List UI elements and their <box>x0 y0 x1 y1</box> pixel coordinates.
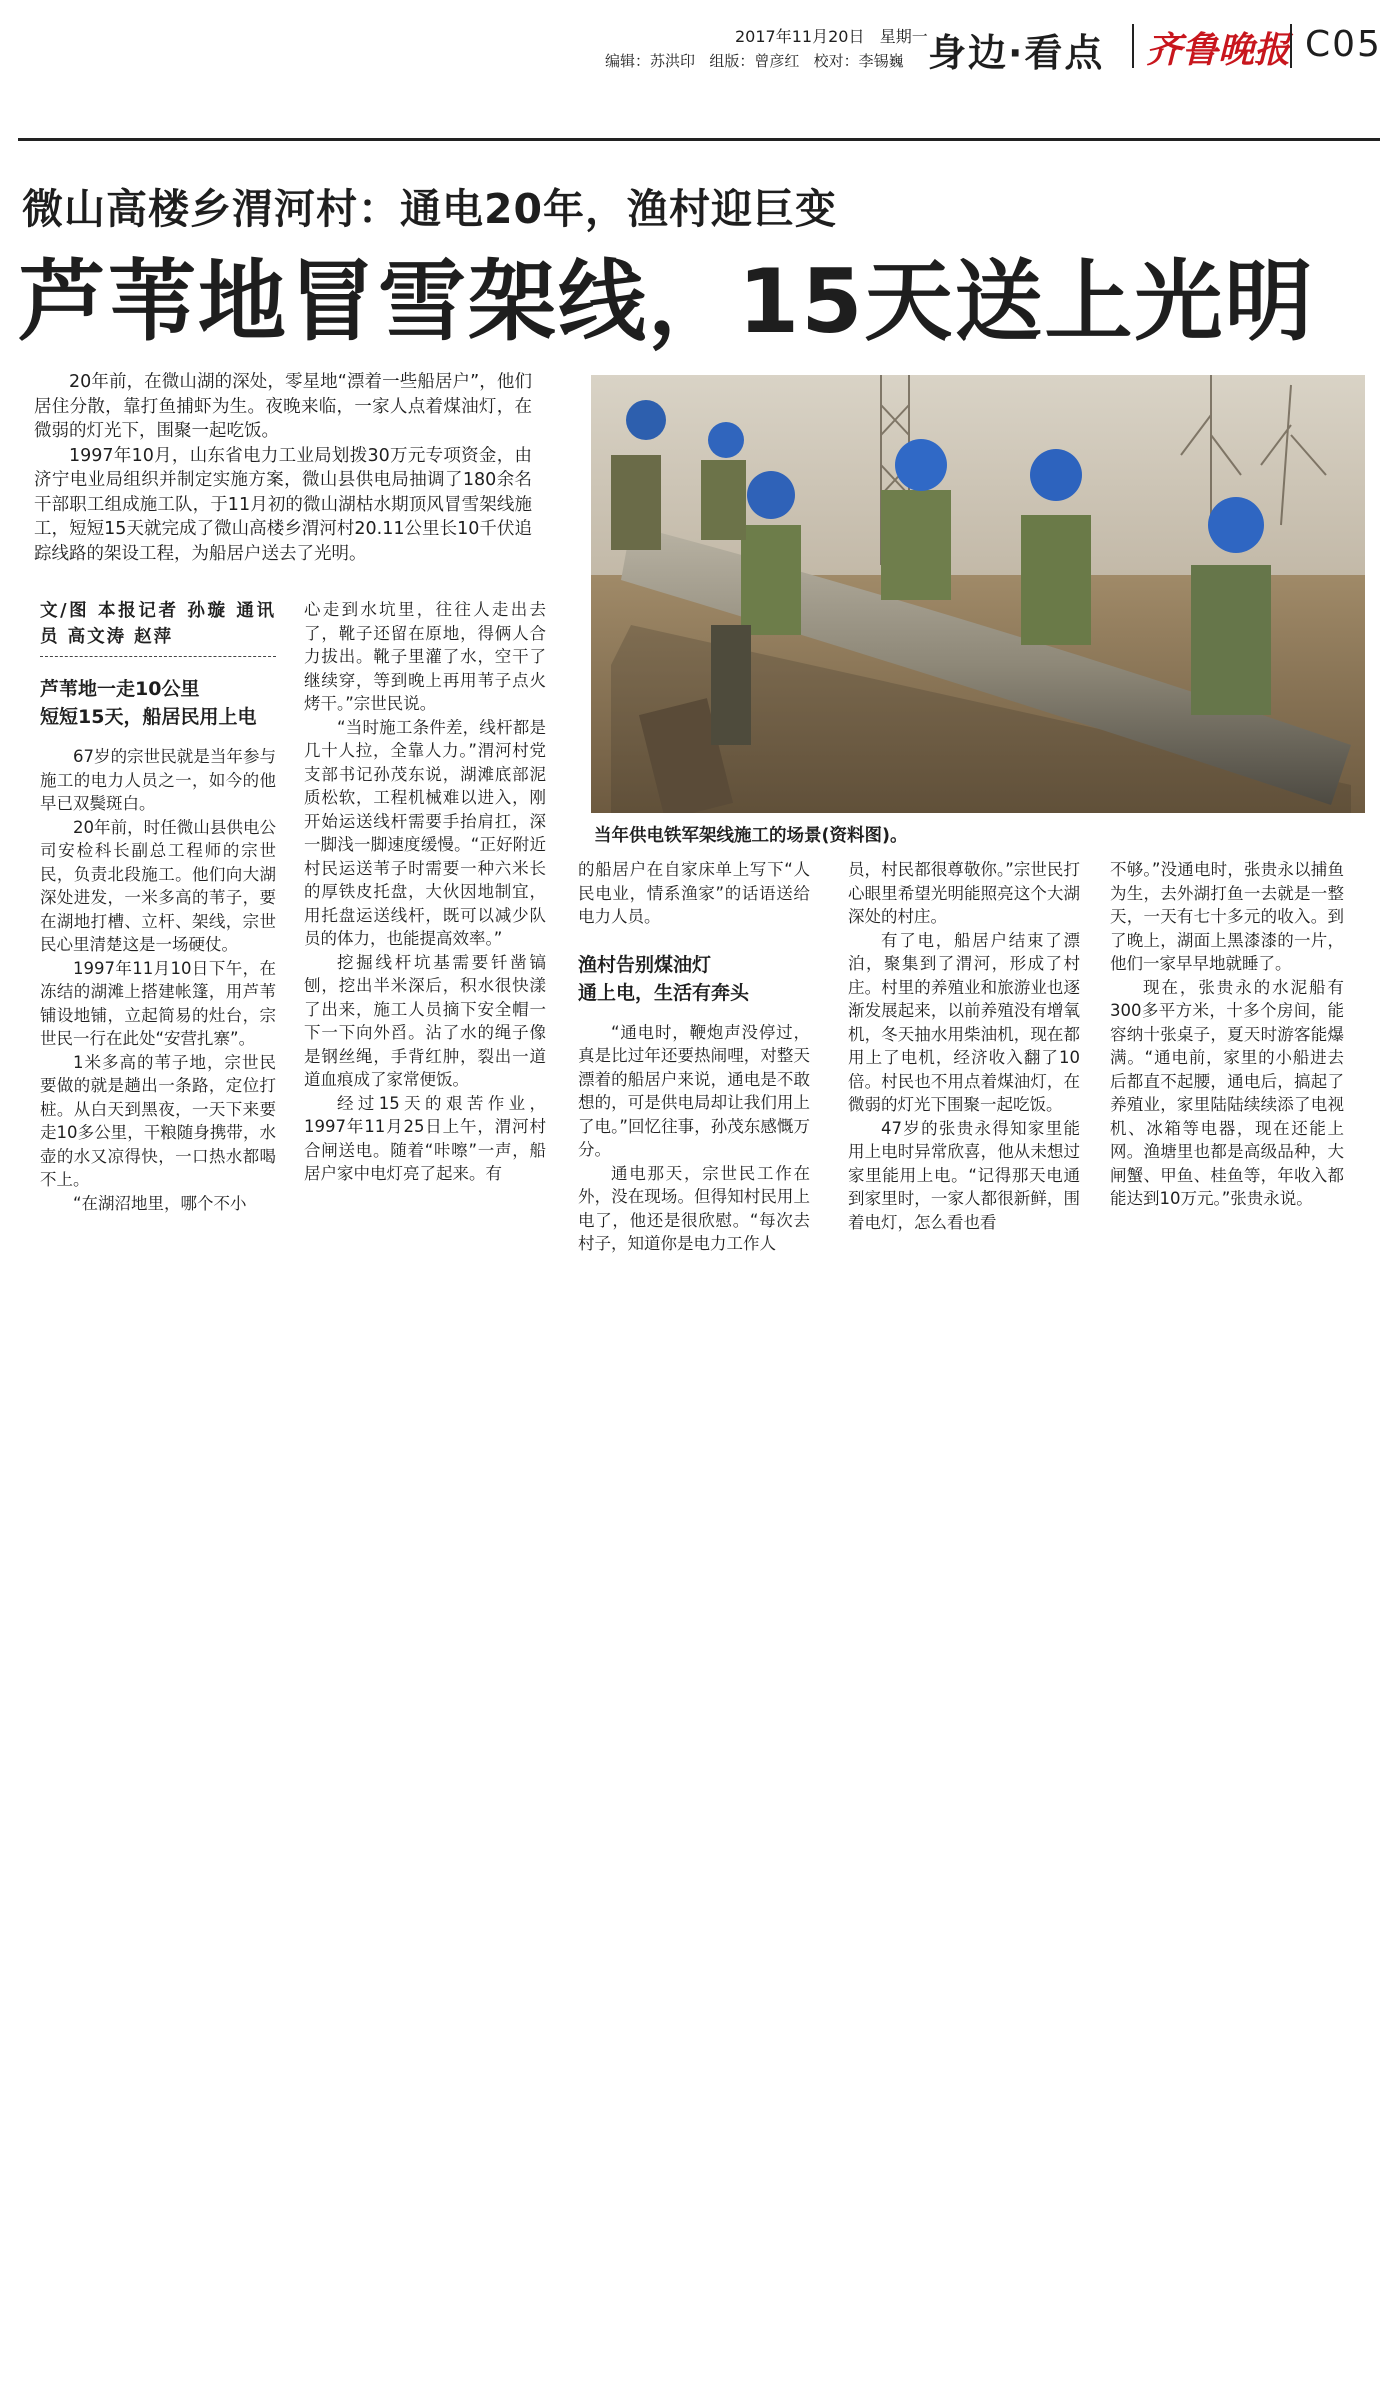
body-paragraph: 1997年11月10日下午，在冻结的湖滩上搭建帐篷，用芦苇铺设地铺，立起简易的灶台，宗世民一行在此处“安营扎寨”。 <box>40 958 276 1048</box>
newspaper-logo: 齐鲁晚报 <box>1146 29 1291 71</box>
photo-caption: 当年供电铁军架线施工的场景(资料图)。 <box>594 826 908 846</box>
header-rule <box>18 138 1380 141</box>
body-paragraph: 67岁的宗世民就是当年参与施工的电力人员之一，如今的他早已双鬓斑白。 <box>40 747 276 813</box>
column-5 <box>1110 858 1344 1211</box>
page-number: C05 <box>1305 24 1382 65</box>
issue-weekday: 星期一 <box>879 27 928 46</box>
article-kicker: 微山高楼乡渭河村：通电20年，渔村迎巨变 <box>22 185 838 233</box>
body-paragraph: 1米多高的苇子地，宗世民要做的就是趟出一条路，定位打桩。从白天到黑夜，一天下来要走10多公里，干粮随身携带，水壶的水又凉得快，一口热水都喝不上。 <box>40 1052 276 1189</box>
byline-divider <box>40 656 276 657</box>
section-subhead-1: 芦苇地一走10公里 短短15天，船居民用上电 <box>40 678 257 728</box>
article-photo <box>591 375 1365 813</box>
body-paragraph: “当时施工条件差，线杆都是几十人拉，全靠人力。”渭河村党支部书记孙茂东说，湖滩底部泥质松软，工程机械难以进入，刚开始运送线杆需要手抬肩扛，深一脚浅一脚速度缓慢。“正好附近村民运送苇子时需要一种六米长的厚铁皮托盘，大伙因地制宜，用托盘运送线杆，既可以减少队员的体力，也能提高效率。” <box>304 717 546 948</box>
byline: 文/图 本报记者 孙璇 通讯员 高文涛 赵萍 <box>40 601 276 647</box>
staff-credits <box>605 50 904 71</box>
layout-credit: 组版：曾彦红 <box>709 52 800 70</box>
editor-credit: 编辑：苏洪印 <box>605 52 696 70</box>
column-1 <box>40 598 276 1215</box>
body-paragraph: 心走到水坑里，往往人走出去了，靴子还留在原地，得俩人合力拔出。靴子里灌了水，空干了继续穿，等到晚上再用苇子点火烤干。”宗世民说。 <box>304 600 546 713</box>
lead-paragraph: 20年前，在微山湖的深处，零星地“漂着一些船居户”，他们居住分散，靠打鱼捕虾为生。夜晚来临，一家人点着煤油灯，在微弱的灯光下，围聚一起吃饭。 <box>34 372 532 441</box>
article-headline: 芦苇地冒雪架线，15天送上光明 <box>18 250 1315 353</box>
body-paragraph: 员，村民都很尊敬你。”宗世民打心眼里希望光明能照亮这个大湖深处的村庄。 <box>848 860 1080 926</box>
header-divider <box>1290 24 1292 68</box>
workers-laying-pole-illustration <box>591 375 1365 813</box>
lead-paragraph: 1997年10月，山东省电力工业局划拨30万元专项资金，由济宁电业局组织并制定实施方案，微山县供电局抽调了180余名干部职工组成施工队，于11月初的微山湖枯水期顶风冒雪架线施工，短短15天就完成了微山高楼乡渭河村20.11公里长10千伏追踪线路的架设工程，为船居户送去了光明。 <box>34 445 532 564</box>
body-paragraph: “在湖沼地里，哪个不小 <box>73 1193 247 1213</box>
body-paragraph: 有了电，船居户结束了漂泊，聚集到了渭河，形成了村庄。村里的养殖业和旅游业也逐渐发展起来，以前养殖没有增氧机，冬天抽水用柴油机，现在都用上了电机，经济收入翻了10倍。村民也不用点着煤油灯，在微弱的灯光下围聚一起吃饭。 <box>848 930 1080 1114</box>
article-lead <box>34 370 532 566</box>
column-2 <box>304 598 546 1186</box>
issue-date: 2017年11月20日 星期一 <box>735 27 928 46</box>
body-paragraph: 不够。”没通电时，张贵永以捕鱼为生，去外湖打鱼一去就是一整天，一天有七十多元的收入。到了晚上，湖面上黑漆漆的一片，他们一家早早地就睡了。 <box>1110 860 1344 973</box>
column-3 <box>578 858 810 1256</box>
body-paragraph: 挖掘线杆坑基需要钎凿镐刨，挖出半米深后，积水很快漾了出来，施工人员摘下安全帽一下一下向外舀。沾了水的绳子像是钢丝绳，手背红肿，裂出一道道血痕成了家常便饭。 <box>304 952 546 1089</box>
body-paragraph: 现在，张贵永的水泥船有300多平方米，十多个房间，能容纳十张桌子，夏天时游客能爆满。“通电前，家里的小船进去后都直不起腰，通电后，搞起了养殖业，家里陆陆续续添了电视机、冰箱等电器，现在还能上网。渔塘里也都是高级品种，大闸蟹、甲鱼、桂鱼等，年收入都能达到10万元。”张贵永说。 <box>1110 977 1344 1208</box>
body-paragraph: 的船居户在自家床单上写下“人民电业，情系渔家”的话语送给电力人员。 <box>578 860 810 926</box>
body-paragraph: 47岁的张贵永得知家里能用上电时异常欣喜，他从未想过家里能用上电。“记得那天电通到家里时，一家人都很新鲜，围着电灯，怎么看也看 <box>848 1118 1080 1232</box>
body-paragraph: 通电那天，宗世民工作在外，没在现场。但得知村民用上电了，他还是很欣慰。“每次去村子，知道你是电力工作人 <box>578 1163 810 1253</box>
body-paragraph: 20年前，时任微山县供电公司安检科长副总工程师的宗世民，负责北段施工。他们向大湖深处进发，一米多高的苇子，要在湖地打槽、立杆、架线，宗世民心里清楚这是一场硬仗。 <box>40 817 276 954</box>
body-paragraph: “通电时，鞭炮声没停过，真是比过年还要热闹哩，对整天漂着的船居户来说，通电是不敢想的，可是供电局却让我们用上了电。”回忆往事，孙茂东感慨万分。 <box>578 1022 810 1159</box>
proof-credit: 校对：李锡巍 <box>813 52 904 70</box>
header-divider <box>1132 24 1134 68</box>
column-4 <box>848 858 1080 1234</box>
body-paragraph: 经过15天的艰苦作业，1997年11月25日上午，渭河村合闸送电。随着“咔嚓”一声，船居户家中电灯亮了起来。有 <box>304 1093 546 1183</box>
section-title: 身边·看点 <box>928 31 1105 75</box>
section-subhead-2: 渔村告别煤油灯 通上电，生活有奔头 <box>578 953 750 1004</box>
